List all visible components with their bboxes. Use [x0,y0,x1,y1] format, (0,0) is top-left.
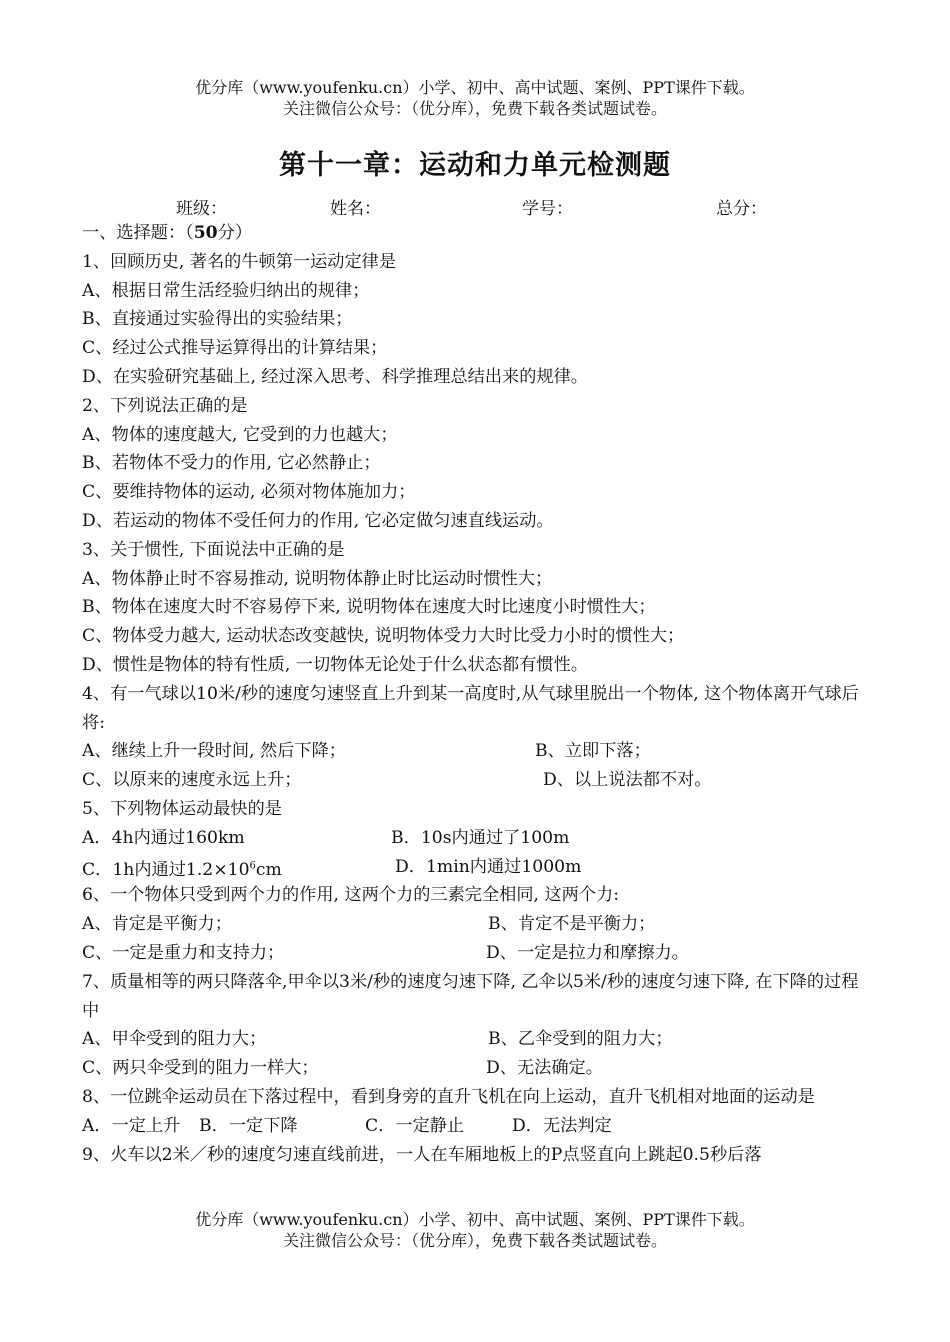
section-heading [82,219,872,248]
question-8-option-b: B．一定下降 [199,1115,298,1136]
footer-line-2: 关注微信公众号：（优分库），免费下载各类试题试卷。 [282,1231,667,1250]
question-3-option-c: C、物体受力越大, 运动状态改变越快, 说明物体受力大时比受力小时的惯性大； [82,626,685,647]
question-5-row-cd [82,853,872,882]
question-5-option-c-exponent: 6 [249,860,256,872]
question-2-stem: 2、下列说法正确的是 [82,395,248,416]
question-2-option-a: A、物体的速度越大, 它受到的力也越大； [82,424,398,445]
question-4-row-ab [82,737,872,766]
question-6-stem: 6、一个物体只受到两个力的作用, 这两个力的三素完全相同, 这两个力: [82,885,620,906]
student-number-label: 学号： [522,199,573,219]
question-4-option-a: A、继续上升一段时间, 然后下降； [82,741,346,762]
question-8-option-c: C．一定静止 [365,1115,465,1136]
section-points: 50 [193,223,218,243]
question-6-option-c: C、一定是重力和支持力； [82,942,285,963]
question-2-option-d: D、若运动的物体不受任何力的作用, 它必定做匀速直线运动。 [82,510,554,531]
question-3-option-b: B、物体在速度大时不容易停下来, 说明物体在速度大时比速度小时惯性大； [82,597,656,618]
question-6-option-b: B、肯定不是平衡力； [488,914,656,935]
class-label: 班级： [176,199,227,219]
question-5-option-c-unit: cm [255,860,282,881]
question-5-option-b: B．10s内通过了100m [391,827,570,848]
question-6-row-ab [82,910,872,939]
question-5-option-a: A．4h内通过160km [82,827,245,848]
question-7-option-b: B、乙伞受到的阻力大； [488,1029,673,1050]
question-3-option-d: D、惯性是物体的特有性质, 一切物体无论处于什么状态都有惯性。 [82,654,588,675]
page-title: 第十一章：运动和力单元检测题 [279,150,671,181]
question-1-option-a: A、根据日常生活经验归纳出的规律； [82,280,370,301]
question-4-stem: 4、有一气球以10米/秒的速度匀速竖直上升到某一高度时,从气球里脱出一个物体, 这个物体离开气球后将: [82,683,859,733]
question-3-option-a: A、物体静止时不容易推动, 说明物体静止时比运动时惯性大； [82,568,553,589]
question-6-option-a: A、肯定是平衡力； [82,914,232,935]
question-7-stem: 7、质量相等的两只降落伞,甲伞以3米/秒的速度匀速下降, 乙伞以5米/秒的速度匀速下降, 在下降的过程中 [82,971,859,1021]
question-8-option-d: D．无法判定 [512,1115,612,1136]
question-3-stem: 3、关于惯性, 下面说法中正确的是 [82,539,345,560]
question-8-stem: 8、一位跳伞运动员在下落过程中，看到身旁的直升飞机在向上运动，直升飞机相对地面的运动是 [82,1086,815,1107]
question-1-option-d: D、在实验研究基础上, 经过深入思考、科学推理总结出来的规律。 [82,366,588,387]
question-5-option-c [82,860,282,880]
header-line-1: 优分库（www.youfenku.cn）小学、初中、高中试题、案例、PPT课件下载。 [195,78,755,97]
question-5-stem: 5、下列物体运动最快的是 [82,798,282,819]
question-8-options-row [82,1112,872,1141]
question-2-option-c: C、要维持物体的运动, 必须对物体施加力； [82,482,416,503]
question-5-option-c-pre: C．1h内通过1.2×10 [82,860,250,881]
question-7-option-c: C、两只伞受到的阻力一样大； [82,1058,319,1079]
question-8-option-a: A．一定上升 [82,1115,181,1136]
question-7-row-ab [82,1025,872,1054]
section-prefix: 一、选择题：（ [82,223,194,243]
total-score-label: 总分： [716,199,767,219]
question-5-option-d: D．1min内通过1000m [395,856,582,877]
exam-content [82,219,872,1169]
question-7-option-d: D、无法确定。 [486,1058,603,1079]
footer-line-1: 优分库（www.youfenku.cn）小学、初中、高中试题、案例、PPT课件下载。 [195,1210,755,1229]
question-1-option-b: B、直接通过实验得出的实验结果； [82,309,353,330]
question-4-option-d: D、以上说法都不对。 [543,770,712,791]
question-2-option-b: B、若物体不受力的作用, 它必然静止； [82,453,381,474]
question-7-row-cd [82,1054,872,1083]
question-1-option-c: C、经过公式推导运算得出的计算结果； [82,338,388,359]
header-line-2: 关注微信公众号：（优分库），免费下载各类试题试卷。 [282,99,667,118]
section-suffix: 分） [217,223,253,243]
question-4-row-cd [82,766,872,795]
question-1-stem: 1、回顾历史, 著名的牛顿第一运动定律是 [82,251,397,272]
question-4-option-c: C、以原来的速度永远上升； [82,770,302,791]
question-5-row-ab [82,824,872,853]
question-6-row-cd [82,939,872,968]
question-9-stem: 9、火车以2米／秒的速度匀速直线前进，一人在车厢地板上的P点竖直向上跳起0.5秒后落 [82,1144,762,1165]
name-label: 姓名： [330,199,381,219]
question-7-option-a: A、甲伞受到的阻力大； [82,1029,267,1050]
question-6-option-d: D、一定是拉力和摩擦力。 [486,942,689,963]
question-4-option-b: B、立即下落； [535,741,651,762]
